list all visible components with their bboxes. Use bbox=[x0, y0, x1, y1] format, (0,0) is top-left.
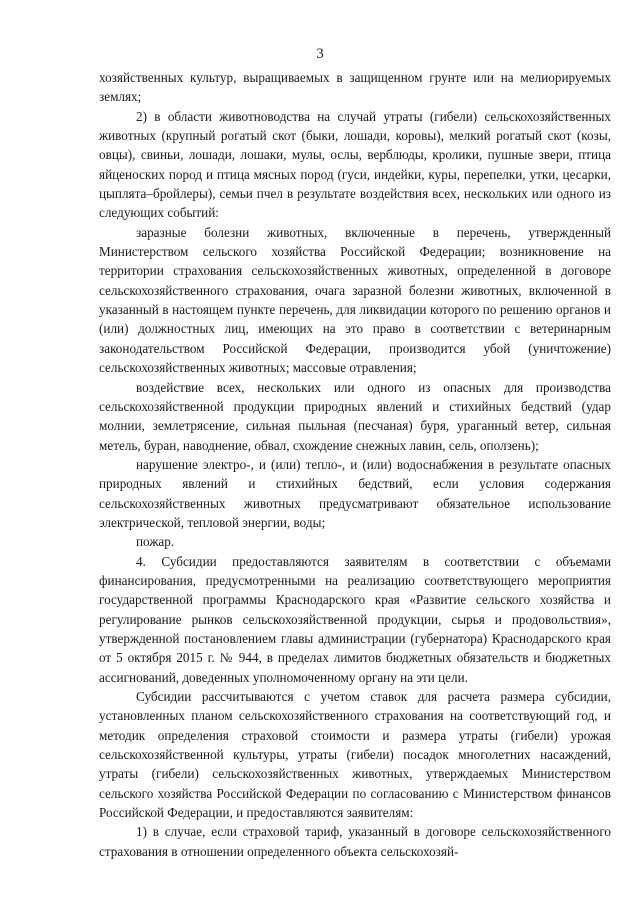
paragraph-fire: пожар. bbox=[136, 534, 175, 550]
paragraph-livestock-insurance: 2) в области животноводства на случай утраты (гибели) сельскохозяйственных животных (крупный рогатый скот (быки, лошади, коровы), мелкий рогатый скот (козы, овцы), свиньи, лошади, лошаки, мулы, ослы, верблюды, кролики, пушные звери, птица яйценоских пород и птица мясных пород (гуси, индейки, куры, перепелки, утки, цесарки, цыплята–бройлеры), семьи пчел в результате воздействия всех, нескольких или одного из следующих событий: bbox=[99, 108, 611, 221]
paragraph-subsidy-calculation: Субсидии рассчитываются с учетом ставок для расчета размера субсидии, установленных планом сельскохозяйственного страхования на соответствующий год, и методик определения страховой стоимости и размера утраты (гибели) урожая сельскохозяйственной культуры, утраты (гибели) посадок многолетних насаждений, утраты (гибели) сельскохозяйственных животных, утверждаемых Министерством сельского хозяйства Российской Федерации по согласованию с Министерством финансов Российской Федерации, и предоставляются заявителям: bbox=[99, 689, 611, 821]
document-body bbox=[99, 68, 611, 861]
paragraph-natural-hazards: воздействие всех, нескольких или одного из опасных для производства сельскохозяйственной продукции природных явлений и стихийных бедствий (удар молнии, землетрясение, сильная пыльная (песчаная) буря, ураганный ветер, сильная метель, буран, наводнение, обвал, схождение снежных лавин, сель, оползень); bbox=[99, 379, 611, 453]
paragraph-utility-disruption: нарушение электро-, и (или) тепло-, и (или) водоснабжения в результате опасных природных явлений и стихийных бедствий, если условия содержания сельскохозяйственных животных предусматривают обязательное использование электрической, тепловой энергии, воды; bbox=[99, 456, 611, 530]
paragraph-continuation: хозяйственных культур, выращиваемых в защищенном грунте или на мелиорируемых землях; bbox=[99, 70, 611, 105]
page-number: 3 bbox=[316, 46, 324, 62]
paragraph-insurance-tariff: 1) в случае, если страховой тариф, указанный в договоре сельскохозяйственного страхования в отношении определенного объекта сельскохозяй- bbox=[99, 824, 611, 859]
paragraph-infectious-diseases: заразные болезни животных, включенные в перечень, утвержденный Министерством сельского хозяйства Российской Федерации; возникновение на территории страхования сельскохозяйственных животных, определенной в договоре сельскохозяйственного страхования, очага заразной болезни животных, включенной в указанный в настоящем пункте перечень, для ликвидации которого по решению органов и (или) должностных лиц, имеющих на это право в соответствии с ветеринарным законодательством Российской Федерации, производится убой (уничтожение) сельскохозяйственных животных; массовые отравления; bbox=[99, 224, 611, 376]
paragraph-subsidy-financing: 4. Субсидии предоставляются заявителям в соответствии с объемами финансирования, предусмотренными на реализацию соответствующего мероприятия государственной программы Краснодарского края «Развитие сельского хозяйства и регулирование рынков сельскохозяйственной продукции, сырья и продовольствия», утвержденной постановлением главы администрации (губернатора) Краснодарского края от 5 октября 2015 г. № 944, в пределах лимитов бюджетных обязательств и бюджетных ассигнований, доведенных уполномоченному органу на эти цели. bbox=[99, 553, 611, 685]
